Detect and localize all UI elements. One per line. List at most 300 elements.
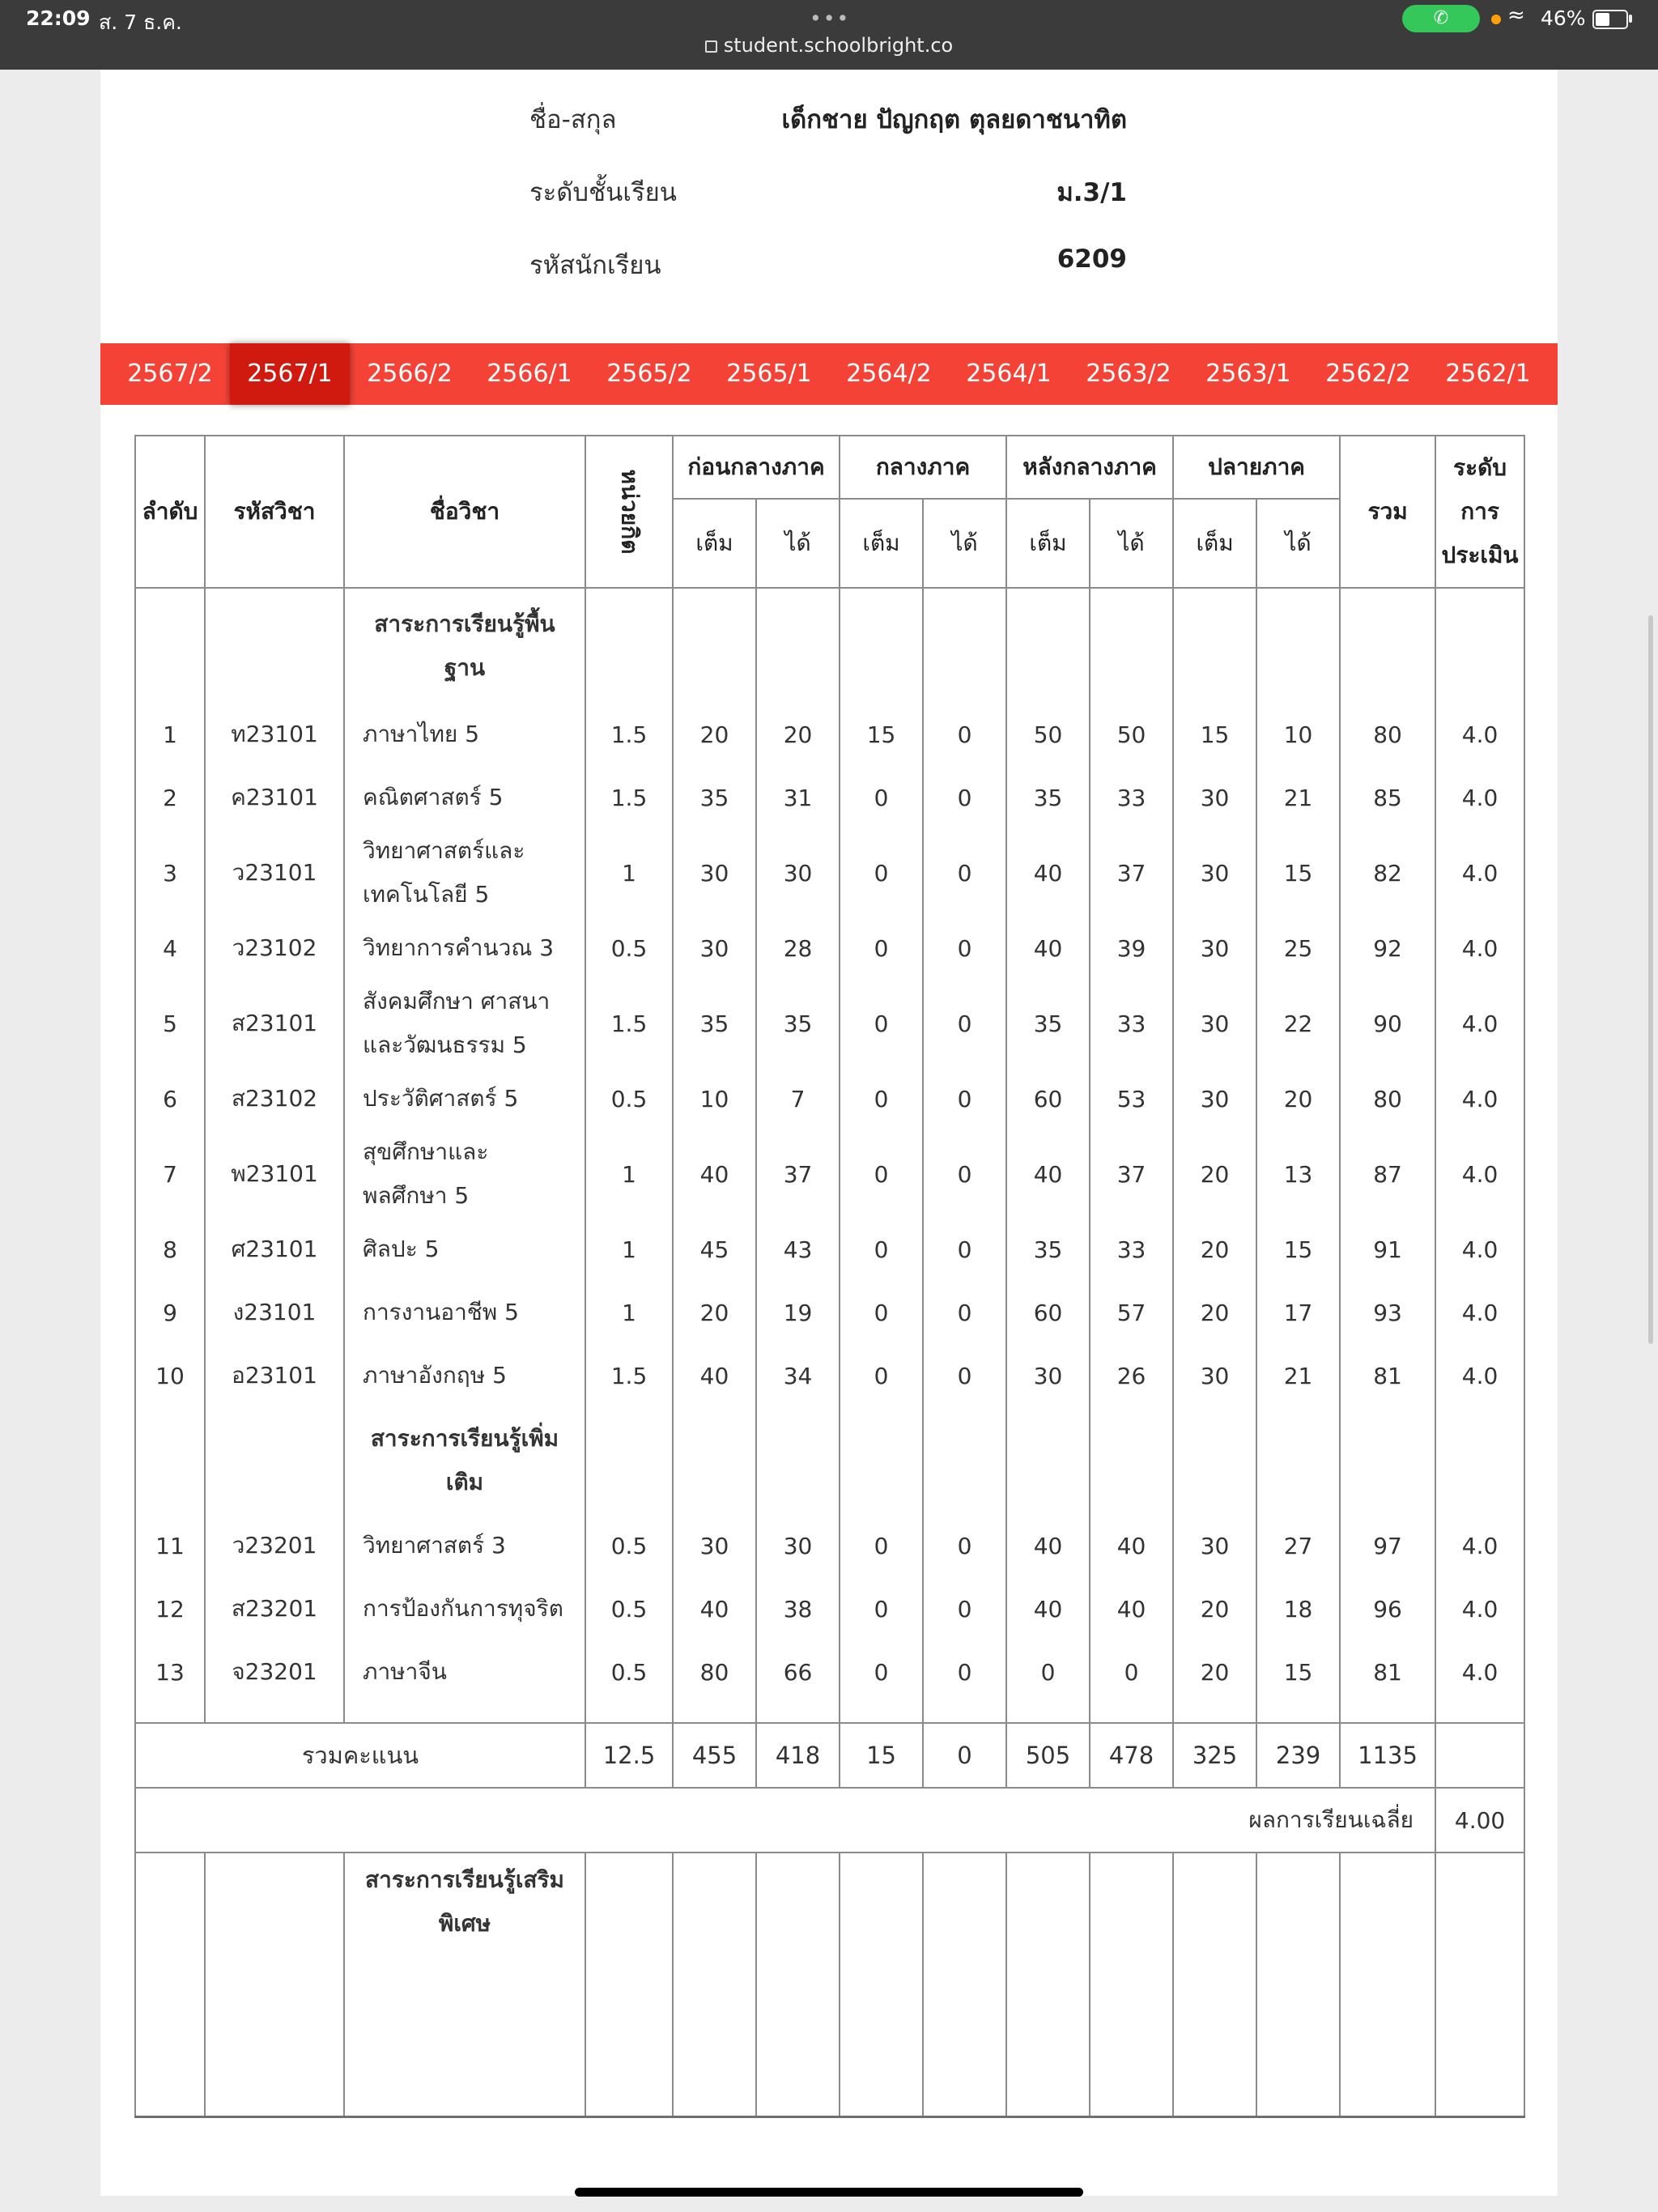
score-f-got: 15 bbox=[1256, 1640, 1340, 1704]
total-total: 1135 bbox=[1340, 1723, 1435, 1788]
empty-cell bbox=[1006, 1853, 1090, 2116]
totals-label: รวมคะแนน bbox=[135, 1723, 585, 1788]
empty-cell bbox=[135, 588, 205, 703]
header-full: เต็ม bbox=[1006, 499, 1090, 588]
semester-tab[interactable]: 2564/2 bbox=[846, 359, 932, 388]
score-b-full: 35 bbox=[673, 766, 756, 829]
empty-cell bbox=[205, 1704, 344, 1723]
score-credit: 1.5 bbox=[585, 703, 673, 766]
group-special-line2: พิเศษ bbox=[438, 1910, 491, 1937]
row-number: 2 bbox=[135, 766, 205, 829]
grade-value: ม.3/1 bbox=[1056, 178, 1127, 207]
empty-cell bbox=[1256, 1704, 1340, 1723]
score-a-got: 39 bbox=[1090, 917, 1173, 980]
total-f-got: 239 bbox=[1256, 1723, 1340, 1788]
header-before-mid: ก่อนกลางภาค bbox=[673, 436, 840, 499]
score-grade: 4.0 bbox=[1435, 829, 1524, 917]
score-a-full: 35 bbox=[1006, 1218, 1090, 1281]
grades-table bbox=[134, 435, 1525, 2118]
score-grade: 4.0 bbox=[1435, 1640, 1524, 1704]
score-m-got: 0 bbox=[923, 1514, 1006, 1577]
score-b-got: 19 bbox=[756, 1281, 840, 1344]
score-a-got: 33 bbox=[1090, 980, 1173, 1067]
group-basic-title bbox=[344, 588, 585, 703]
score-a-got: 26 bbox=[1090, 1344, 1173, 1407]
score-f-got: 22 bbox=[1256, 980, 1340, 1067]
subject-name bbox=[344, 703, 585, 766]
empty-cell bbox=[756, 588, 840, 703]
empty-cell bbox=[923, 1407, 1006, 1514]
total-a-got: 478 bbox=[1090, 1723, 1173, 1788]
semester-tab[interactable]: 2567/1 bbox=[230, 343, 350, 405]
total-f-full: 325 bbox=[1173, 1723, 1256, 1788]
score-m-full: 0 bbox=[840, 1640, 923, 1704]
subject-code: จ23201 bbox=[205, 1640, 344, 1704]
group-row-basic bbox=[135, 588, 1524, 703]
score-m-full: 0 bbox=[840, 829, 923, 917]
row-number: 6 bbox=[135, 1067, 205, 1130]
score-b-full: 45 bbox=[673, 1218, 756, 1281]
score-f-full: 30 bbox=[1173, 766, 1256, 829]
empty-cell bbox=[923, 588, 1006, 703]
score-m-got: 0 bbox=[923, 1577, 1006, 1640]
empty-cell bbox=[756, 1704, 840, 1723]
score-f-full: 30 bbox=[1173, 917, 1256, 980]
score-a-got: 40 bbox=[1090, 1577, 1173, 1640]
empty-cell bbox=[840, 1704, 923, 1723]
score-b-got: 38 bbox=[756, 1577, 840, 1640]
score-total: 81 bbox=[1340, 1640, 1435, 1704]
total-b-full: 455 bbox=[673, 1723, 756, 1788]
score-m-got: 0 bbox=[923, 1218, 1006, 1281]
group-row-special bbox=[135, 1853, 1524, 2116]
score-f-got: 21 bbox=[1256, 766, 1340, 829]
score-b-got: 34 bbox=[756, 1344, 840, 1407]
total-m-got: 0 bbox=[923, 1723, 1006, 1788]
address-bar[interactable] bbox=[0, 34, 1658, 57]
subject-name bbox=[344, 1344, 585, 1407]
score-b-got: 35 bbox=[756, 980, 840, 1067]
subject-name-line1: วิทยาศาสตร์ 3 bbox=[363, 1532, 506, 1559]
subject-code: ท23101 bbox=[205, 703, 344, 766]
score-f-full: 20 bbox=[1173, 1577, 1256, 1640]
total-credit: 12.5 bbox=[585, 1723, 673, 1788]
score-a-got: 37 bbox=[1090, 829, 1173, 917]
semester-tab[interactable]: 2567/2 bbox=[127, 359, 213, 388]
empty-cell bbox=[585, 1407, 673, 1514]
score-total: 85 bbox=[1340, 766, 1435, 829]
score-credit: 1 bbox=[585, 1218, 673, 1281]
status-bar bbox=[0, 0, 1658, 70]
empty-cell bbox=[1173, 1853, 1256, 2116]
score-a-got: 53 bbox=[1090, 1067, 1173, 1130]
subject-name-line1: การป้องกันการทุจริต bbox=[363, 1595, 563, 1622]
header-got: ได้ bbox=[923, 499, 1006, 588]
score-f-got: 15 bbox=[1256, 829, 1340, 917]
empty-cell bbox=[1256, 1853, 1340, 2116]
score-b-full: 35 bbox=[673, 980, 756, 1067]
empty-cell bbox=[1340, 588, 1435, 703]
score-grade: 4.0 bbox=[1435, 703, 1524, 766]
url-text: student.schoolbright.co bbox=[723, 34, 954, 57]
score-m-full: 15 bbox=[840, 703, 923, 766]
header-credit bbox=[585, 436, 673, 588]
group-row-extra bbox=[135, 1407, 1524, 1514]
empty-cell bbox=[756, 1853, 840, 2116]
table-row bbox=[135, 829, 1524, 917]
score-a-full: 60 bbox=[1006, 1067, 1090, 1130]
spacer-row bbox=[135, 1704, 1524, 1723]
score-f-got: 10 bbox=[1256, 703, 1340, 766]
score-a-got: 0 bbox=[1090, 1640, 1173, 1704]
score-m-full: 0 bbox=[840, 1281, 923, 1344]
row-number: 9 bbox=[135, 1281, 205, 1344]
student-id-label: รหัสนักเรียน bbox=[529, 251, 661, 280]
subject-name bbox=[344, 766, 585, 829]
subject-name-line1: ประวัติศาสตร์ 5 bbox=[363, 1085, 519, 1112]
empty-cell bbox=[1435, 588, 1524, 703]
subject-name bbox=[344, 1640, 585, 1704]
subject-code: ส23102 bbox=[205, 1067, 344, 1130]
score-m-got: 0 bbox=[923, 1640, 1006, 1704]
subject-code: ว23201 bbox=[205, 1514, 344, 1577]
score-f-full: 15 bbox=[1173, 703, 1256, 766]
score-credit: 0.5 bbox=[585, 1640, 673, 1704]
empty-cell bbox=[673, 1853, 756, 2116]
group-extra-title bbox=[344, 1407, 585, 1514]
row-number: 4 bbox=[135, 917, 205, 980]
score-f-got: 17 bbox=[1256, 1281, 1340, 1344]
empty-cell bbox=[673, 1407, 756, 1514]
score-f-full: 30 bbox=[1173, 1067, 1256, 1130]
empty-cell bbox=[585, 1704, 673, 1723]
name-label: ชื่อ-สกุล bbox=[529, 105, 617, 134]
score-credit: 0.5 bbox=[585, 1577, 673, 1640]
score-m-full: 0 bbox=[840, 980, 923, 1067]
row-number: 3 bbox=[135, 829, 205, 917]
score-a-got: 40 bbox=[1090, 1514, 1173, 1577]
score-b-got: 37 bbox=[756, 1130, 840, 1218]
empty-cell bbox=[1090, 1407, 1173, 1514]
empty-cell bbox=[923, 1853, 1006, 2116]
subject-code: ง23101 bbox=[205, 1281, 344, 1344]
score-grade: 4.0 bbox=[1435, 980, 1524, 1067]
empty-cell bbox=[205, 1407, 344, 1514]
score-a-full: 30 bbox=[1006, 1344, 1090, 1407]
semester-tabs bbox=[100, 343, 1558, 405]
score-grade: 4.0 bbox=[1435, 917, 1524, 980]
score-credit: 0.5 bbox=[585, 1067, 673, 1130]
empty-cell bbox=[1435, 1853, 1524, 2116]
empty-cell bbox=[1090, 1853, 1173, 2116]
score-b-full: 80 bbox=[673, 1640, 756, 1704]
score-total: 92 bbox=[1340, 917, 1435, 980]
score-m-got: 0 bbox=[923, 766, 1006, 829]
header-got: ได้ bbox=[1090, 499, 1173, 588]
score-grade: 4.0 bbox=[1435, 1130, 1524, 1218]
score-m-full: 0 bbox=[840, 1067, 923, 1130]
subject-name bbox=[344, 1130, 585, 1218]
score-b-got: 7 bbox=[756, 1067, 840, 1130]
empty-cell bbox=[840, 588, 923, 703]
subject-code: ส23201 bbox=[205, 1577, 344, 1640]
subject-name bbox=[344, 1218, 585, 1281]
score-m-full: 0 bbox=[840, 766, 923, 829]
group-basic-line2: ฐาน bbox=[444, 653, 486, 681]
empty-cell bbox=[1340, 1853, 1435, 2116]
subject-name bbox=[344, 1514, 585, 1577]
empty-cell bbox=[1090, 588, 1173, 703]
score-m-got: 0 bbox=[923, 1344, 1006, 1407]
empty-cell bbox=[585, 588, 673, 703]
subject-name-line1: ศิลปะ 5 bbox=[363, 1236, 440, 1262]
score-f-full: 30 bbox=[1173, 1514, 1256, 1577]
date: ส. 7 ธ.ค. bbox=[99, 11, 182, 34]
subject-code: ว23101 bbox=[205, 829, 344, 917]
home-indicator[interactable] bbox=[575, 2188, 1083, 2197]
mic-indicator-icon bbox=[1491, 15, 1501, 24]
subject-name bbox=[344, 1067, 585, 1130]
subject-code: อ23101 bbox=[205, 1344, 344, 1407]
score-a-got: 50 bbox=[1090, 703, 1173, 766]
header-total: รวม bbox=[1340, 436, 1435, 588]
subject-name-line1: ภาษาไทย 5 bbox=[363, 721, 480, 747]
subject-name bbox=[344, 980, 585, 1067]
lock-icon bbox=[705, 40, 717, 53]
empty-cell bbox=[1173, 1704, 1256, 1723]
header-final: ปลายภาค bbox=[1173, 436, 1340, 499]
header-mid: กลางภาค bbox=[840, 436, 1006, 499]
row-number: 11 bbox=[135, 1514, 205, 1577]
gpa-row bbox=[135, 1788, 1524, 1853]
empty-cell bbox=[1173, 588, 1256, 703]
battery-percent: 46% bbox=[1541, 6, 1586, 30]
subject-name-line1: วิทยาศาสตร์และ bbox=[363, 837, 525, 864]
score-f-full: 20 bbox=[1173, 1281, 1256, 1344]
score-f-full: 20 bbox=[1173, 1640, 1256, 1704]
score-a-got: 57 bbox=[1090, 1281, 1173, 1344]
empty-cell bbox=[1006, 1704, 1090, 1723]
empty-cell bbox=[1435, 1704, 1524, 1723]
score-f-got: 15 bbox=[1256, 1218, 1340, 1281]
group-extra-line1: สาระการเรียนรู้เพิ่ม bbox=[370, 1425, 559, 1452]
group-extra-line2: เติม bbox=[445, 1469, 484, 1495]
score-b-got: 20 bbox=[756, 703, 840, 766]
score-m-full: 0 bbox=[840, 1577, 923, 1640]
empty-cell bbox=[923, 1704, 1006, 1723]
semester-tab[interactable]: 2562/2 bbox=[1325, 359, 1411, 388]
empty-cell bbox=[135, 1853, 205, 2116]
score-m-got: 0 bbox=[923, 1067, 1006, 1130]
score-f-got: 18 bbox=[1256, 1577, 1340, 1640]
score-m-got: 0 bbox=[923, 829, 1006, 917]
group-special-line1: สาระการเรียนรู้เสริม bbox=[365, 1866, 564, 1893]
empty-cell bbox=[1006, 588, 1090, 703]
score-m-got: 0 bbox=[923, 917, 1006, 980]
total-b-got: 418 bbox=[756, 1723, 840, 1788]
score-credit: 0.5 bbox=[585, 917, 673, 980]
scrollbar[interactable] bbox=[1648, 615, 1653, 1344]
score-b-got: 66 bbox=[756, 1640, 840, 1704]
total-a-full: 505 bbox=[1006, 1723, 1090, 1788]
header-order: ลำดับ bbox=[135, 436, 205, 588]
gpa-value: 4.00 bbox=[1435, 1788, 1524, 1853]
table-row bbox=[135, 1514, 1524, 1577]
clock: 22:09 bbox=[26, 6, 91, 30]
score-b-full: 20 bbox=[673, 1281, 756, 1344]
subject-name-line1: ภาษาจีน bbox=[363, 1658, 447, 1685]
score-b-got: 30 bbox=[756, 829, 840, 917]
score-credit: 1 bbox=[585, 1281, 673, 1344]
subject-name-line1: คณิตศาสตร์ 5 bbox=[363, 784, 504, 810]
score-a-got: 33 bbox=[1090, 766, 1173, 829]
table-row bbox=[135, 1281, 1524, 1344]
empty-cell bbox=[673, 588, 756, 703]
table-row bbox=[135, 703, 1524, 766]
group-special-title bbox=[344, 1853, 585, 2116]
semester-tab[interactable]: 2566/2 bbox=[367, 359, 453, 388]
subject-name-line1: สุขศึกษาและ bbox=[363, 1138, 489, 1165]
empty-cell bbox=[1340, 1704, 1435, 1723]
subject-name bbox=[344, 1281, 585, 1344]
header-level bbox=[1435, 436, 1524, 588]
more-dots-icon[interactable]: ••• bbox=[810, 6, 851, 30]
totals-row bbox=[135, 1723, 1524, 1788]
empty-cell bbox=[585, 1853, 673, 2116]
header-code: รหัสวิชา bbox=[205, 436, 344, 588]
subject-code: ค23101 bbox=[205, 766, 344, 829]
score-credit: 1.5 bbox=[585, 1344, 673, 1407]
empty-cell bbox=[1340, 1407, 1435, 1514]
score-credit: 1 bbox=[585, 829, 673, 917]
gpa-label: ผลการเรียนเฉลี่ย bbox=[135, 1788, 1435, 1853]
score-m-full: 0 bbox=[840, 1130, 923, 1218]
score-b-full: 20 bbox=[673, 703, 756, 766]
empty-cell bbox=[1173, 1407, 1256, 1514]
score-a-full: 40 bbox=[1006, 1130, 1090, 1218]
score-m-got: 0 bbox=[923, 703, 1006, 766]
semester-tab[interactable]: 2562/1 bbox=[1445, 359, 1531, 388]
score-b-got: 31 bbox=[756, 766, 840, 829]
semester-tab[interactable]: 2566/1 bbox=[487, 359, 572, 388]
score-credit: 1.5 bbox=[585, 980, 673, 1067]
score-m-full: 0 bbox=[840, 1344, 923, 1407]
empty-cell bbox=[205, 1853, 344, 2116]
table-row bbox=[135, 1344, 1524, 1407]
semester-tab[interactable]: 2563/1 bbox=[1205, 359, 1291, 388]
score-a-full: 40 bbox=[1006, 829, 1090, 917]
battery-level bbox=[1596, 13, 1609, 26]
total-m-full: 15 bbox=[840, 1723, 923, 1788]
score-a-full: 35 bbox=[1006, 766, 1090, 829]
subject-code: พ23101 bbox=[205, 1130, 344, 1218]
subject-name-line2: และวัฒนธรรม 5 bbox=[363, 1032, 527, 1058]
empty-cell bbox=[1006, 1407, 1090, 1514]
subject-code: ว23102 bbox=[205, 917, 344, 980]
battery-tip bbox=[1629, 15, 1632, 23]
row-number: 13 bbox=[135, 1640, 205, 1704]
semester-tab[interactable]: 2564/1 bbox=[966, 359, 1052, 388]
row-number: 7 bbox=[135, 1130, 205, 1218]
name-value: เด็กชาย ปัญกฤต ตุลยดาชนาทิต bbox=[781, 105, 1127, 134]
table-row bbox=[135, 1218, 1524, 1281]
score-m-full: 0 bbox=[840, 1514, 923, 1577]
score-b-full: 30 bbox=[673, 1514, 756, 1577]
subject-code: ส23101 bbox=[205, 980, 344, 1067]
score-a-full: 40 bbox=[1006, 1577, 1090, 1640]
header-got: ได้ bbox=[756, 499, 840, 588]
score-f-full: 30 bbox=[1173, 1344, 1256, 1407]
score-f-got: 13 bbox=[1256, 1130, 1340, 1218]
phone-call-icon[interactable]: ✆ bbox=[1402, 5, 1480, 32]
table-row bbox=[135, 766, 1524, 829]
score-f-got: 20 bbox=[1256, 1067, 1340, 1130]
score-b-full: 30 bbox=[673, 917, 756, 980]
table-row bbox=[135, 1130, 1524, 1218]
semester-tab[interactable]: 2563/2 bbox=[1086, 359, 1171, 388]
score-total: 97 bbox=[1340, 1514, 1435, 1577]
score-m-got: 0 bbox=[923, 1281, 1006, 1344]
report-card bbox=[100, 70, 1558, 2196]
empty-cell bbox=[1435, 1723, 1524, 1788]
grade-label: ระดับชั้นเรียน bbox=[529, 178, 677, 207]
score-f-got: 21 bbox=[1256, 1344, 1340, 1407]
score-total: 82 bbox=[1340, 829, 1435, 917]
score-total: 96 bbox=[1340, 1577, 1435, 1640]
row-number: 10 bbox=[135, 1344, 205, 1407]
row-number: 1 bbox=[135, 703, 205, 766]
score-grade: 4.0 bbox=[1435, 1514, 1524, 1577]
score-a-full: 35 bbox=[1006, 980, 1090, 1067]
score-total: 80 bbox=[1340, 703, 1435, 766]
score-a-full: 50 bbox=[1006, 703, 1090, 766]
score-grade: 4.0 bbox=[1435, 1218, 1524, 1281]
subject-name-line1: การงานอาชีพ 5 bbox=[363, 1299, 519, 1325]
row-number: 8 bbox=[135, 1218, 205, 1281]
score-a-full: 60 bbox=[1006, 1281, 1090, 1344]
score-f-full: 20 bbox=[1173, 1218, 1256, 1281]
table-row bbox=[135, 1577, 1524, 1640]
score-a-full: 0 bbox=[1006, 1640, 1090, 1704]
empty-cell bbox=[1090, 1704, 1173, 1723]
header-full: เต็ม bbox=[1173, 499, 1256, 588]
semester-tab[interactable]: 2565/1 bbox=[726, 359, 812, 388]
score-b-got: 30 bbox=[756, 1514, 840, 1577]
empty-cell bbox=[673, 1704, 756, 1723]
subject-name-line1: วิทยาการคำนวณ 3 bbox=[363, 934, 555, 961]
table-row bbox=[135, 980, 1524, 1067]
table-row bbox=[135, 1640, 1524, 1704]
score-credit: 1 bbox=[585, 1130, 673, 1218]
score-a-got: 33 bbox=[1090, 1218, 1173, 1281]
score-grade: 4.0 bbox=[1435, 1281, 1524, 1344]
score-grade: 4.0 bbox=[1435, 1577, 1524, 1640]
score-total: 91 bbox=[1340, 1218, 1435, 1281]
subject-name-line1: สังคมศึกษา ศาสนา bbox=[363, 988, 551, 1015]
empty-cell bbox=[1435, 1407, 1524, 1514]
empty-cell bbox=[840, 1407, 923, 1514]
header-subject: ชื่อวิชา bbox=[344, 436, 585, 588]
table-row bbox=[135, 917, 1524, 980]
subject-name bbox=[344, 917, 585, 980]
score-credit: 0.5 bbox=[585, 1514, 673, 1577]
score-total: 87 bbox=[1340, 1130, 1435, 1218]
score-b-full: 40 bbox=[673, 1344, 756, 1407]
semester-tab[interactable]: 2565/2 bbox=[606, 359, 692, 388]
subject-name-line2: เทคโนโลยี 5 bbox=[363, 881, 490, 908]
subject-name-line2: พลศึกษา 5 bbox=[363, 1182, 470, 1209]
header-after-mid: หลังกลางภาค bbox=[1006, 436, 1173, 499]
